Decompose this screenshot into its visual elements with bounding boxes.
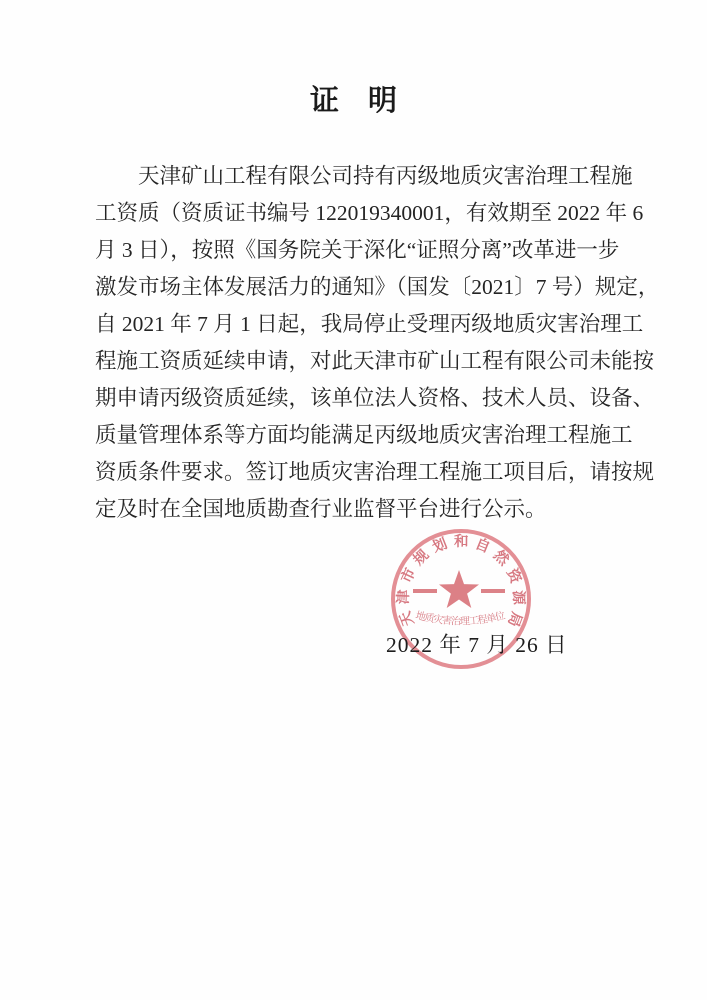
seal-star-icon: [439, 570, 479, 608]
body-line: 期申请丙级资质延续，该单位法人资格、技术人员、设备、: [95, 386, 655, 410]
body-line: 天津矿山工程有限公司持有丙级地质灾害治理工程施: [138, 164, 633, 188]
body-line: 质量管理体系等方面均能满足丙级地质灾害治理工程施工: [95, 423, 633, 447]
seal-inner-text: 地质灾害治理工程单位: [414, 610, 507, 628]
issue-date: 2022 年 7 月 26 日: [386, 633, 568, 657]
body-line: 自 2021 年 7 月 1 日起，我局停止受理丙级地质灾害治理工: [95, 312, 644, 336]
body-paragraph: [95, 158, 660, 528]
body-line: 程施工资质延续申请，对此天津市矿山工程有限公司未能按: [95, 349, 655, 373]
svg-text:地质灾害治理工程单位: [414, 608, 506, 627]
seal-ring-text: 天津市规划和自然资源局: [395, 533, 527, 629]
page-title: 证 明: [309, 85, 397, 117]
body-line: 定及时在全国地质勘查行业监督平台进行公示。: [95, 497, 547, 521]
body-line: 激发市场主体发展活力的通知》（国发〔2021〕7 号）规定，: [95, 275, 660, 299]
body-line: 资质条件要求。签订地质灾害治理工程施工项目后，请按规: [95, 460, 655, 484]
body-line: 工资质（资质证书编号 122019340001，有效期至 2022 年 6: [95, 201, 644, 225]
body-line: 月 3 日），按照《国务院关于深化“证照分离”改革进一步: [95, 238, 620, 262]
